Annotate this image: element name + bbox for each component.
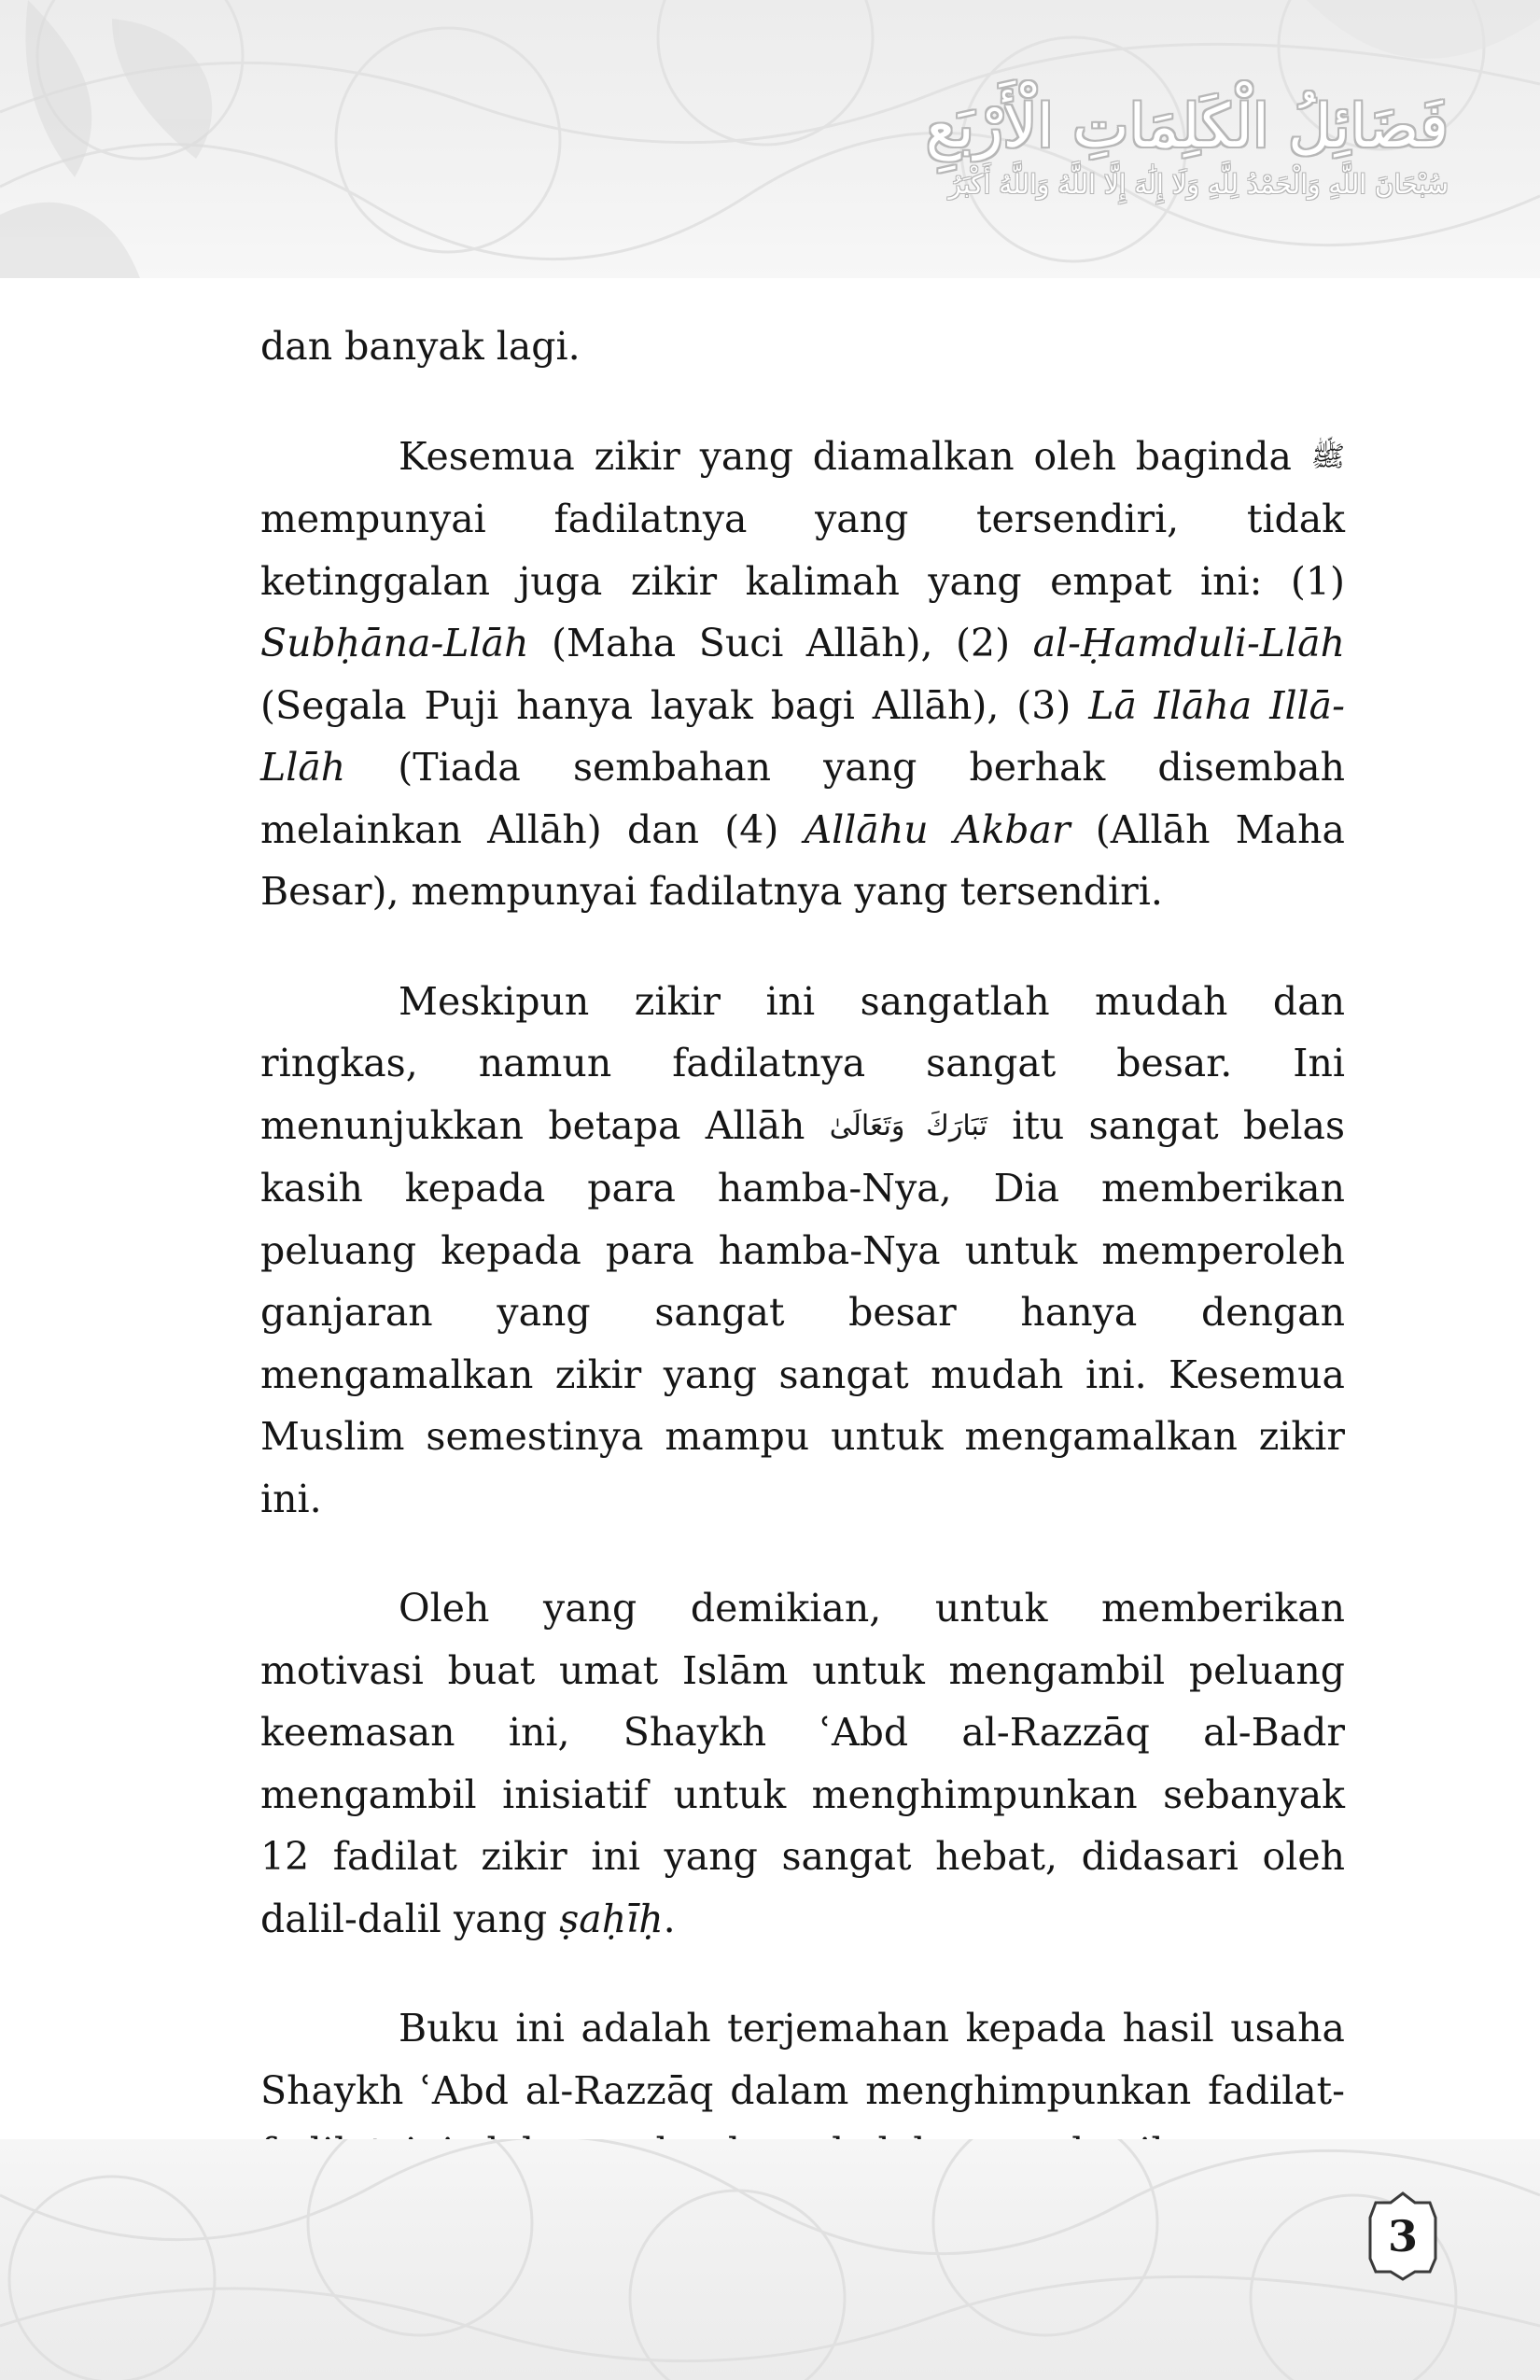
text-run: (Allāh Maha Besar), mempunyai fadilatnya yang tersendiri. — [260, 806, 1345, 914]
tabaraka-wa-taala-icon: تَبَارَكَ وَتَعَالَىٰ — [829, 1109, 987, 1142]
text-run: Kesemua zikir yang diamalkan oleh baginda — [399, 433, 1292, 479]
text-run: (Tiada sembahan yang berhak disembah melainkan Allāh) dan (4) — [260, 745, 1345, 852]
book-subtitle-arabic: سُبْحَانَ اللَّهِ وَالْحَمْدُ لِلَّهِ وَلَا إِلَٰهَ إِلَّا اللَّهُ وَاللَّهُ أَكْبَرُ — [948, 169, 1449, 200]
paragraph-3 — [260, 971, 1345, 1531]
footer-band — [0, 2139, 1540, 2380]
text-run: itu sangat belas kasih kepada para hamba-Nya, Dia memberikan peluang kepada para hamba-Nya untuk memperoleh ganjaran yang sangat besar hanya dengan mengamalkan zikir yang sangat mudah ini. Kesemua Muslim semestinya mampu untuk mengamalkan zikir ini. — [260, 1102, 1345, 1521]
text-run: . — [663, 1896, 676, 1941]
page-number: 3 — [1387, 2211, 1418, 2261]
paragraph-5: Buku ini adalah terjemahan kepada hasil usaha Shaykh ʿAbd al-Razzāq dalam menghimpunkan fadilat- — [260, 2006, 1345, 2113]
paragraph-2 — [260, 426, 1345, 923]
italic-term: ṣaḥīḥ — [559, 1896, 664, 1941]
text-run: Meskipun zikir ini sangatlah mudah dan ringkas, namun fadilatnya sangat besar. Ini menunjukkan betapa Allāh — [260, 978, 1345, 1148]
book-title-arabic: فَضَائِلُ الْكَلِمَاتِ الْأَرْبَعِ — [925, 92, 1449, 161]
header-band — [0, 0, 1540, 278]
italic-term: Lā Ilāha Illā-Llāh — [260, 682, 1345, 790]
italic-term: al-Ḥamduli-Llāh — [1032, 621, 1345, 665]
header-leaf-icon — [0, 0, 212, 278]
italic-term: Allāhu Akbar — [804, 806, 1071, 852]
book-title — [925, 88, 1449, 203]
italic-term: Subḥāna-Llāh — [260, 621, 529, 665]
text-run: mempunyai fadilatnya yang tersendiri, tidak ketinggalan juga zikir kalimah yang empat ini: (1) — [260, 497, 1345, 604]
salawat-icon: ﷺ — [1310, 440, 1345, 473]
paragraph-4 — [260, 1577, 1345, 1950]
page-content — [260, 315, 1345, 2246]
text-run: (Segala Puji hanya layak bagi Allāh), (3) — [260, 682, 1071, 728]
text-run: Oleh yang demikian, untuk memberikan motivasi buat umat Islām untuk mengambil peluang keemasan ini, Shaykh ʿAbd al-Razzāq al-Badr mengambil inisiatif untuk menghimpunkan sebanyak 12 fadilat zikir ini yang sangat hebat, didasari oleh dalil-dalil yang — [260, 1586, 1345, 1941]
page-number-badge — [1366, 2190, 1439, 2283]
footer-ornament-pattern — [0, 2139, 1540, 2380]
paragraph-1: dan banyak lagi. — [260, 324, 581, 369]
text-run: (Maha Suci Allāh), (2) — [551, 621, 1011, 665]
